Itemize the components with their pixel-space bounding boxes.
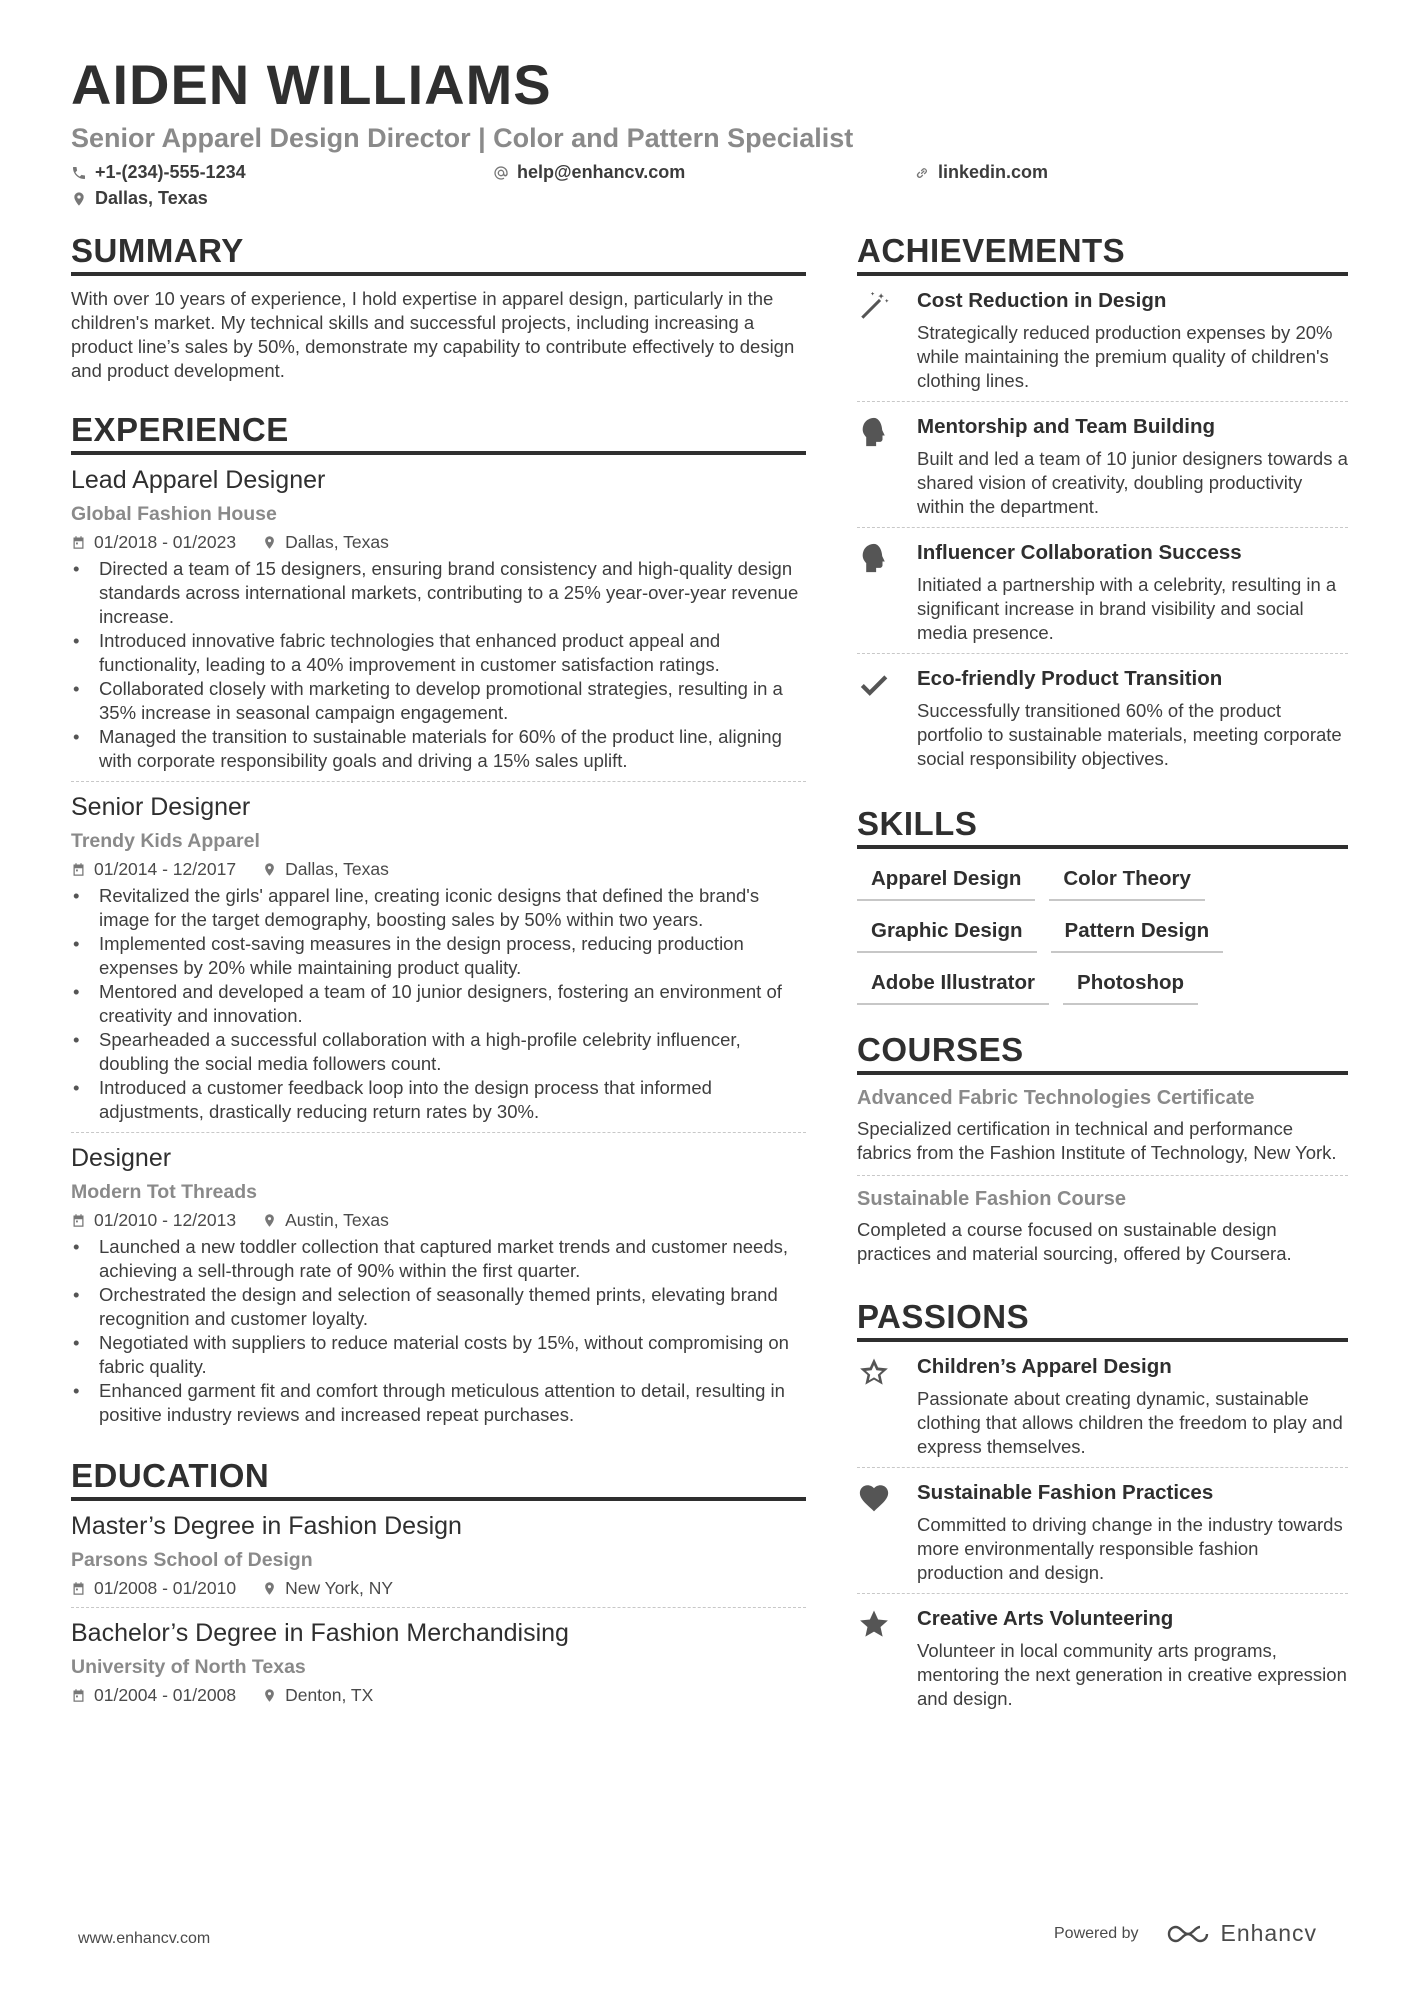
skill-tag: Pattern Design — [1051, 909, 1224, 953]
job-title: Lead Apparel Designer — [71, 466, 326, 494]
course-desc: Specialized certification in technical and performance fabrics from the Fashion Institute of Technology, New York. — [857, 1118, 1337, 1163]
job-bullet: • Negotiated with suppliers to reduce material costs by 15%, without compromising on fabric quality. — [71, 1331, 806, 1379]
courses-section — [857, 1031, 1348, 1276]
course-item — [857, 1186, 1348, 1276]
location-pin-icon — [71, 191, 87, 207]
contact-linkedin[interactable] — [914, 162, 1048, 183]
course-title: Advanced Fabric Technologies Certificate — [857, 1087, 1255, 1109]
calendar-icon — [71, 862, 86, 877]
location-text: Dallas, Texas — [95, 188, 208, 208]
summary-text: With over 10 years of experience, I hold expertise in apparel design, particularly in the children's market. My technical skills and successful projects, including increasing a product line’s sales by 50%, demonstrate my capability to contribute effectively to design and product development. — [71, 288, 795, 381]
skill-tag: Adobe Illustrator — [857, 961, 1049, 1005]
passion-desc: Committed to driving change in the industry towards more environmentally responsible fashion production and design. — [917, 1514, 1343, 1583]
checkmark-icon — [857, 667, 891, 701]
job-entry — [71, 790, 806, 1133]
right-column — [857, 232, 1348, 1719]
passion-desc: Passionate about creating dynamic, sustainable clothing that allows children the freedom to play and express themselves. — [917, 1388, 1343, 1457]
achievement-item — [857, 528, 1348, 654]
job-dates: 01/2014 - 12/2017 — [94, 859, 237, 879]
job-bullet: • Revitalized the girls' apparel line, creating iconic designs that defined the brand's image for the target demography, boosting sales by 50% within two years. — [71, 884, 806, 932]
job-bullet: • Collaborated closely with marketing to develop promotional strategies, resulting in a 35% increase in seasonal campaign engagement. — [71, 677, 806, 725]
school-name: University of North Texas — [71, 1656, 306, 1678]
passion-item — [857, 1342, 1348, 1468]
experience-heading: EXPERIENCE — [71, 411, 806, 455]
job-title: Designer — [71, 1144, 172, 1172]
job-dates: 01/2018 - 01/2023 — [94, 532, 237, 552]
company-name: Trendy Kids Apparel — [71, 830, 260, 852]
job-bullet: • Launched a new toddler collection that captured market trends and customer needs, achieving a sell-through rate of 90% within the first quarter. — [71, 1235, 806, 1283]
education-entry — [71, 1616, 806, 1714]
education-location: Denton, TX — [285, 1685, 374, 1705]
achievement-item — [857, 402, 1348, 528]
achievement-desc: Strategically reduced production expenses by 20% while maintaining the premium quality of children's clothing lines. — [917, 322, 1333, 391]
magic-wand-icon — [857, 289, 891, 323]
passion-item — [857, 1468, 1348, 1594]
heart-icon — [857, 1481, 891, 1515]
education-section — [71, 1457, 806, 1714]
achievement-title: Influencer Collaboration Success — [917, 541, 1242, 564]
passion-desc: Volunteer in local community arts programs, mentoring the next generation in creative expression and design. — [917, 1640, 1347, 1709]
contact-phone — [71, 162, 246, 183]
linkedin-text: linkedin.com — [938, 162, 1049, 182]
school-name: Parsons School of Design — [71, 1549, 313, 1571]
passions-heading: PASSIONS — [857, 1298, 1348, 1342]
passion-title: Sustainable Fashion Practices — [917, 1481, 1214, 1504]
job-bullets — [71, 884, 806, 1124]
achievement-desc: Successfully transitioned 60% of the product portfolio to sustainable materials, meeting corporate social responsibility objectives. — [917, 700, 1342, 769]
location-pin-icon — [262, 1581, 277, 1596]
location-pin-icon — [262, 1213, 277, 1228]
company-name: Global Fashion House — [71, 503, 277, 525]
star-outline-icon — [857, 1355, 891, 1389]
job-location: Dallas, Texas — [285, 532, 389, 552]
calendar-icon — [71, 535, 86, 550]
job-bullet: • Spearheaded a successful collaboration with a high-profile celebrity influencer, doubling the social media followers count. — [71, 1028, 806, 1076]
calendar-icon — [71, 1688, 86, 1703]
job-bullet: • Introduced innovative fabric technologies that enhanced product appeal and functionality, leading to a 40% improvement in customer satisfaction ratings. — [71, 629, 806, 677]
education-dates: 01/2008 - 01/2010 — [94, 1578, 237, 1598]
enhancv-logo[interactable] — [1165, 1920, 1318, 1947]
courses-heading: COURSES — [857, 1031, 1348, 1075]
job-bullets — [71, 557, 806, 773]
achievements-heading: ACHIEVEMENTS — [857, 232, 1348, 276]
education-dates: 01/2004 - 01/2008 — [94, 1685, 237, 1705]
candidate-name: AIDEN WILLIAMS — [71, 53, 552, 116]
job-bullet: • Managed the transition to sustainable materials for 60% of the product line, aligning with corporate responsibility goals and driving a 15% sales uplift. — [71, 725, 806, 773]
experience-section — [71, 411, 806, 1435]
course-title: Sustainable Fashion Course — [857, 1188, 1126, 1210]
summary-section — [71, 232, 806, 383]
achievements-section — [857, 232, 1348, 779]
achievement-desc: Built and led a team of 10 junior designers towards a shared vision of creativity, doubling productivity within the department. — [917, 448, 1348, 517]
achievement-title: Eco-friendly Product Transition — [917, 667, 1223, 690]
company-name: Modern Tot Threads — [71, 1181, 257, 1203]
left-column — [71, 232, 806, 1714]
passions-section — [857, 1298, 1348, 1719]
phone-text: +1-(234)-555-1234 — [95, 162, 246, 182]
location-pin-icon — [262, 535, 277, 550]
calendar-icon — [71, 1213, 86, 1228]
contact-location — [71, 188, 208, 209]
job-bullet: • Mentored and developed a team of 10 junior designers, fostering an environment of creativity and innovation. — [71, 980, 806, 1028]
location-pin-icon — [262, 1688, 277, 1703]
candidate-title: Senior Apparel Design Director | Color and Pattern Specialist — [71, 123, 854, 153]
education-location: New York, NY — [285, 1578, 394, 1598]
course-desc: Completed a course focused on sustainable design practices and material sourcing, offered by Coursera. — [857, 1219, 1292, 1264]
job-bullet: • Introduced a customer feedback loop into the design process that informed adjustments, drastically reducing return rates by 30%. — [71, 1076, 806, 1124]
job-location: Austin, Texas — [285, 1210, 389, 1230]
powered-by-label: Powered by — [1054, 1924, 1139, 1942]
course-item — [857, 1085, 1348, 1176]
job-bullet: • Implemented cost-saving measures in the design process, reducing production expenses by 20% while maintaining product quality. — [71, 932, 806, 980]
job-bullet: • Directed a team of 15 designers, ensuring brand consistency and high-quality design standards across international markets, contributing to a 25% year-over-year revenue increase. — [71, 557, 806, 629]
calendar-icon — [71, 1581, 86, 1596]
job-entry — [71, 463, 806, 782]
brand-name: Enhancv — [1220, 1920, 1318, 1946]
education-heading: EDUCATION — [71, 1457, 806, 1501]
degree-title: Bachelor’s Degree in Fashion Merchandising — [71, 1619, 569, 1647]
skill-tag: Graphic Design — [857, 909, 1037, 953]
passion-title: Children’s Apparel Design — [917, 1355, 1172, 1378]
achievement-desc: Initiated a partnership with a celebrity, resulting in a significant increase in brand visibility and social media presence. — [917, 574, 1337, 643]
star-icon — [857, 1607, 891, 1641]
achievement-item — [857, 654, 1348, 779]
education-meta — [71, 1682, 806, 1708]
link-icon — [914, 165, 930, 181]
achievement-item — [857, 276, 1348, 402]
job-bullet: • Orchestrated the design and selection of seasonally themed prints, elevating brand recognition and customer loyalty. — [71, 1283, 806, 1331]
phone-icon — [71, 165, 87, 181]
contact-email[interactable] — [493, 162, 685, 183]
passion-item — [857, 1594, 1348, 1719]
skill-tag: Color Theory — [1049, 857, 1205, 901]
passion-title: Creative Arts Volunteering — [917, 1607, 1174, 1630]
head-icon — [857, 415, 891, 449]
job-dates: 01/2010 - 12/2013 — [94, 1210, 237, 1230]
achievement-title: Mentorship and Team Building — [917, 415, 1216, 438]
degree-title: Master’s Degree in Fashion Design — [71, 1512, 462, 1540]
job-location: Dallas, Texas — [285, 859, 389, 879]
education-entry — [71, 1509, 806, 1608]
job-title: Senior Designer — [71, 793, 251, 821]
skills-section — [857, 805, 1348, 1013]
job-meta — [71, 529, 806, 555]
job-entry — [71, 1141, 806, 1435]
job-meta — [71, 856, 806, 882]
summary-heading: SUMMARY — [71, 232, 806, 276]
head-icon — [857, 541, 891, 575]
location-pin-icon — [262, 862, 277, 877]
job-bullet: • Enhanced garment fit and comfort through meticulous attention to detail, resulting in positive industry reviews and increased repeat purchases. — [71, 1379, 806, 1427]
skills-heading: SKILLS — [857, 805, 1348, 849]
resume-header — [71, 52, 1361, 216]
job-meta — [71, 1207, 806, 1233]
contact-info — [71, 158, 1361, 216]
enhancv-logo-icon — [1165, 1922, 1211, 1946]
at-icon — [493, 165, 509, 181]
skill-tag: Photoshop — [1063, 961, 1198, 1005]
job-bullets — [71, 1235, 806, 1427]
footer-website[interactable]: www.enhancv.com — [78, 1930, 211, 1947]
email-text: help@enhancv.com — [517, 162, 686, 182]
footer-powered-by — [1054, 1920, 1317, 1947]
achievement-title: Cost Reduction in Design — [917, 289, 1167, 312]
skill-tag: Apparel Design — [857, 857, 1035, 901]
skills-list — [857, 857, 1348, 1013]
education-meta — [71, 1575, 806, 1601]
